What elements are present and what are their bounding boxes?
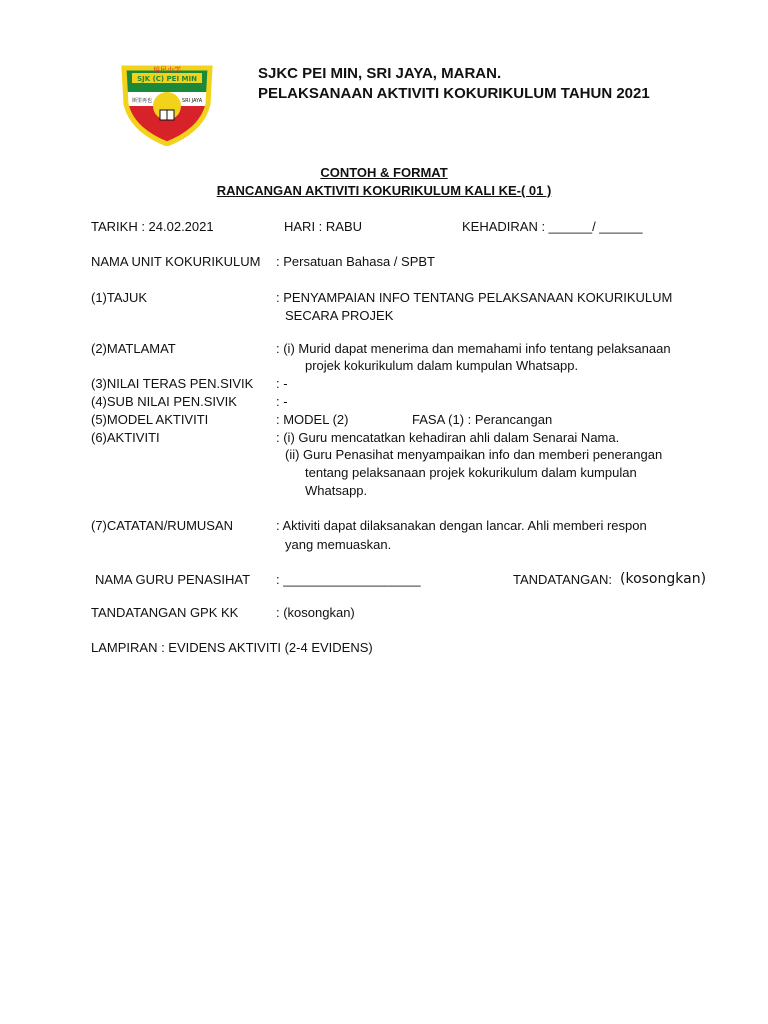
sub-nilai-value: : -	[276, 394, 288, 409]
doc-title-1: CONTOH & FORMAT	[320, 165, 448, 180]
school-logo	[118, 62, 216, 146]
hari: HARI : RABU	[284, 219, 363, 234]
logo-right-text: SRI JAYA	[181, 98, 203, 104]
catatan-label: (7)CATATAN/RUMUSAN	[91, 518, 234, 533]
tajuk-line-2: SECARA PROJEK	[285, 308, 394, 323]
aktiviti-line-4: Whatsapp.	[305, 483, 368, 498]
tajuk-label: (1)TAJUK	[91, 290, 148, 305]
guru-label: NAMA GURU PENASIHAT	[95, 572, 251, 587]
matlamat-line-1: : (i) Murid dapat menerima dan memahami info tentang pelaksanaan	[276, 341, 671, 356]
tajuk-line-1: : PENYAMPAIAN INFO TENTANG PELAKSANAAN KOKURIKULUM	[276, 290, 673, 305]
school-name: SJKC PEI MIN, SRI JAYA, MARAN.	[258, 65, 502, 82]
catatan-line-2: yang memuaskan.	[285, 537, 392, 552]
aktiviti-line-1: : (i) Guru mencatatkan kehadiran ahli dalam Senarai Nama.	[276, 430, 620, 445]
model-label: (5)MODEL AKTIVITI	[91, 412, 209, 427]
guru-value: : ___________________	[276, 572, 421, 587]
doc-title-2: RANCANGAN AKTIVITI KOKURIKULUM KALI KE-( 01 )	[216, 183, 552, 198]
tandatangan-label: TANDATANGAN:	[513, 572, 612, 587]
aktiviti-line-3: tentang pelaksanaan projek kokurikulum dalam kumpulan	[305, 465, 637, 480]
fasa-value: FASA (1) : Perancangan	[412, 412, 553, 427]
gpk-label: TANDATANGAN GPK KK	[91, 605, 239, 620]
matlamat-label: (2)MATLAMAT	[91, 341, 176, 356]
aktiviti-line-2: (ii) Guru Penasihat menyampaikan info dan memberi penerangan	[285, 447, 663, 462]
logo-banner-text: SJK (C) PEI MIN	[137, 75, 197, 83]
lampiran: LAMPIRAN : EVIDENS AKTIVITI (2-4 EVIDENS)	[91, 640, 373, 655]
logo-chinese-name: 培民小学	[153, 66, 181, 74]
unit-label: NAMA UNIT KOKURIKULUM	[91, 254, 261, 269]
tarikh: TARIKH : 24.02.2021	[91, 219, 214, 234]
nilai-teras-label: (3)NILAI TERAS PEN.SIVIK	[91, 376, 254, 391]
model-value: : MODEL (2)	[276, 412, 349, 427]
catatan-line-1: : Aktiviti dapat dilaksanakan dengan lancar. Ahli memberi respon	[276, 518, 647, 533]
sub-nilai-label: (4)SUB NILAI PEN.SIVIK	[91, 394, 237, 409]
matlamat-line-2: projek kokurikulum dalam kumpulan Whatsapp.	[305, 358, 579, 373]
tandatangan-value: (kosongkan)	[620, 571, 707, 587]
unit-value: : Persatuan Bahasa / SPBT	[276, 254, 435, 269]
nilai-teras-value: : -	[276, 376, 288, 391]
kehadiran: KEHADIRAN : ______/ ______	[462, 219, 643, 234]
logo-left-text: 斯里再也	[131, 98, 153, 104]
programme-title: PELAKSANAAN AKTIVITI KOKURIKULUM TAHUN 2021	[258, 85, 650, 102]
gpk-value: : (kosongkan)	[276, 605, 355, 620]
aktiviti-label: (6)AKTIVITI	[91, 430, 160, 445]
